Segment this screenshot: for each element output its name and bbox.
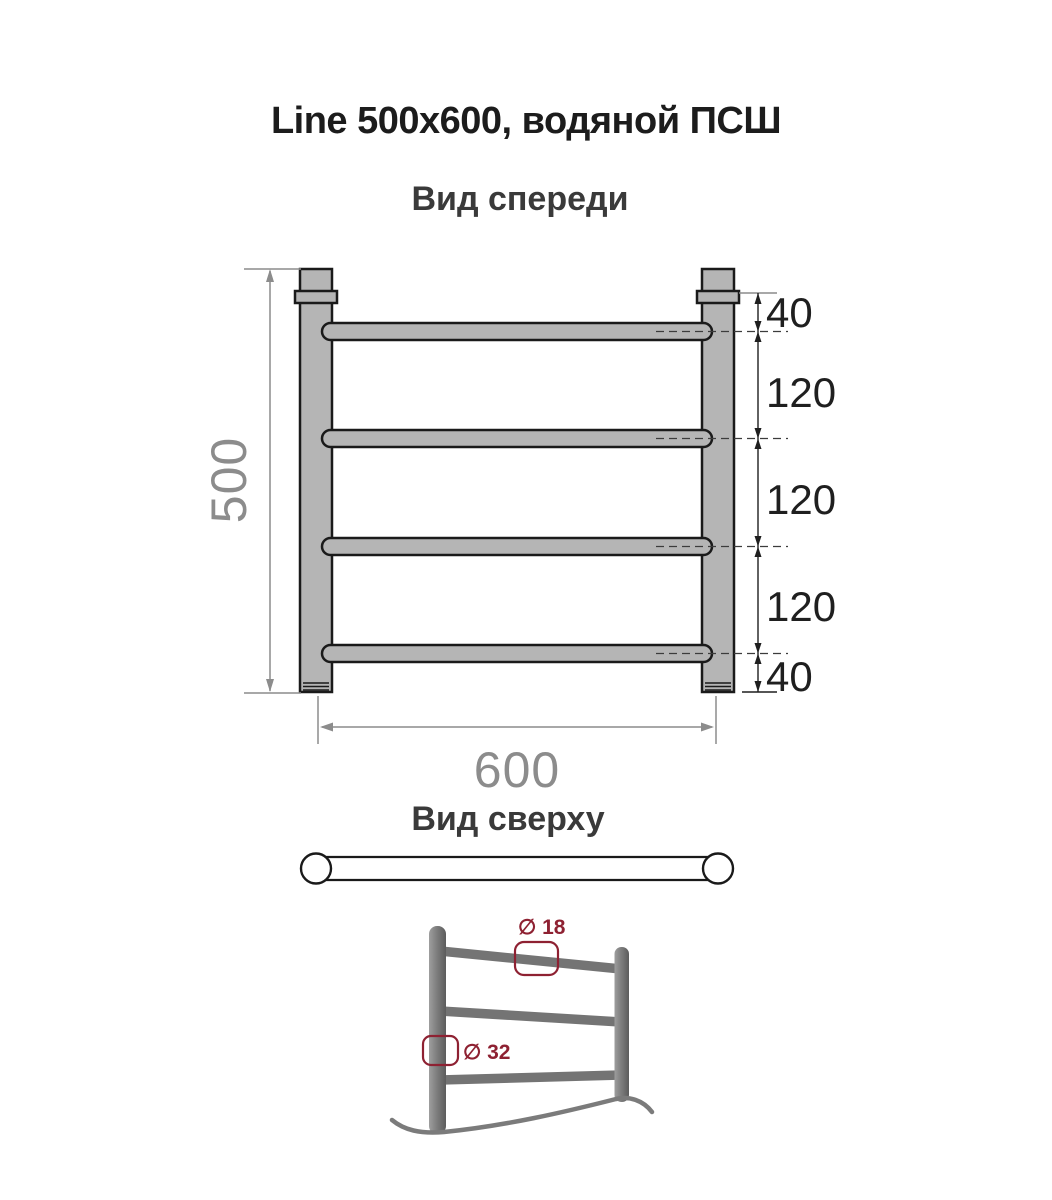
spacing-dim-label-1: 40: [766, 289, 813, 336]
spacing-dimension-chain: [656, 289, 836, 700]
perspective-left-post: [429, 926, 446, 1134]
left-post-collar: [295, 291, 337, 303]
perspective-right-post: [615, 947, 630, 1102]
top-view-left-post-circle: [301, 854, 331, 884]
spacing-dim-label-5: 40: [766, 653, 813, 700]
arrow-down-icon: [266, 679, 274, 692]
perspective-bar-2: [440, 1011, 621, 1022]
arrow-right-icon: [701, 723, 714, 732]
cross-bar-2: [322, 430, 712, 447]
top-view-heading: Вид сверху: [411, 800, 605, 838]
top-view-bar: [314, 857, 720, 880]
post-diameter-label: ∅ 32: [463, 1041, 511, 1064]
right-post-collar: [697, 291, 739, 303]
front-view-heading: Вид спереди: [411, 180, 629, 218]
cross-bar-4: [322, 645, 712, 662]
arrow-left-icon: [320, 723, 333, 732]
front-view: [295, 269, 739, 692]
perspective-view: [392, 916, 652, 1134]
width-dimension: [318, 696, 716, 798]
rail-diameter-label: ∅ 18: [518, 916, 566, 939]
top-view: [301, 854, 733, 884]
height-dimension: [201, 269, 301, 693]
page-title: Line 500x600, водяной ПСШ: [270, 100, 782, 142]
cross-bar-3: [322, 538, 712, 555]
spacing-dim-label-3: 120: [766, 476, 837, 523]
perspective-bar-1: [440, 951, 621, 969]
top-view-right-post-circle: [703, 854, 733, 884]
spacing-dim-label-4: 120: [766, 583, 837, 630]
cross-bar-1: [322, 323, 712, 340]
spacing-dim-label-2: 120: [766, 369, 837, 416]
height-dim-label: 500: [201, 436, 257, 524]
arrow-up-icon: [266, 269, 274, 282]
width-dim-label: 600: [473, 742, 561, 798]
perspective-bar-3: [440, 1075, 621, 1080]
